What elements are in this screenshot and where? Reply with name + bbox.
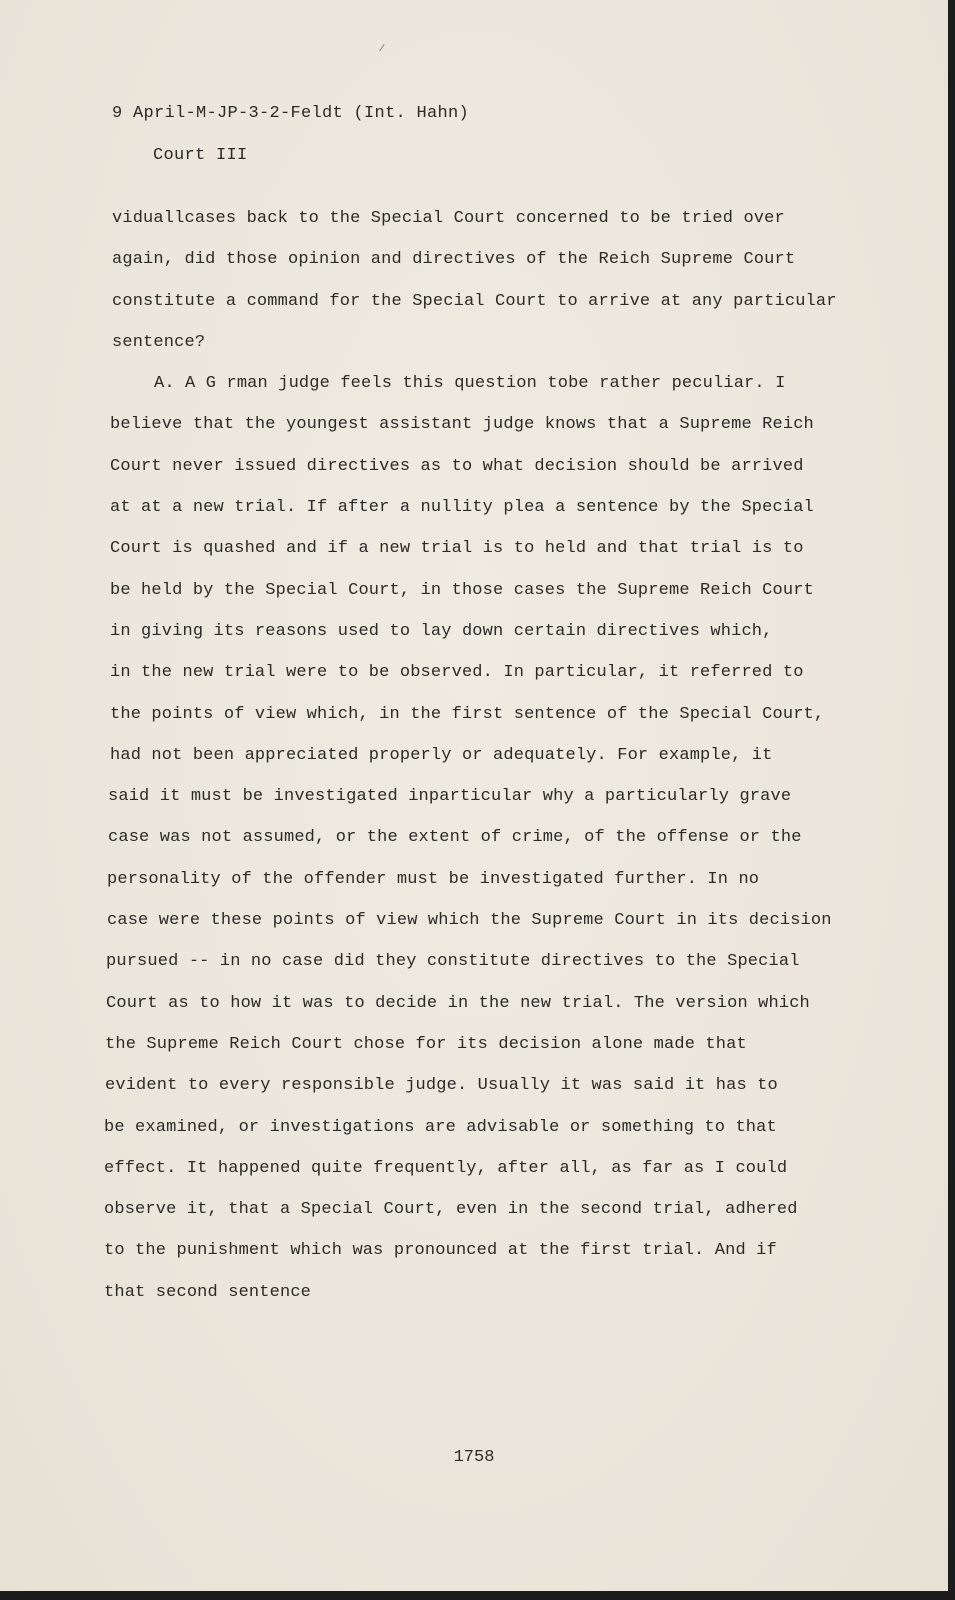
text-line: that second sentence bbox=[104, 1282, 312, 1302]
text-line: Court never issued directives as to what decision should be arrived bbox=[110, 456, 804, 476]
text-line: the points of view which, in the first sentence of the Special Court, bbox=[110, 704, 825, 724]
text-line: to the punishment which was pronounced at the first trial. And if bbox=[104, 1241, 777, 1261]
court-label: Court III bbox=[153, 146, 248, 165]
text-line: be examined, or investigations are advisable or something to that bbox=[104, 1117, 777, 1137]
text-line: said it must be investigated inparticular why a particularly grave bbox=[108, 787, 792, 807]
text-line: constitute a command for the Special Court to arrive at any particular bbox=[112, 291, 837, 311]
text-line: effect. It happened quite frequently, after all, as far as I could bbox=[104, 1158, 788, 1178]
text-line: sentence? bbox=[112, 332, 206, 352]
text-line: at at a new trial. If after a nullity plea a sentence by the Special bbox=[110, 498, 814, 518]
text-line: in the new trial were to be observed. In particular, it referred to bbox=[110, 663, 804, 683]
text-line: case were these points of view which the Supreme Court in its decision bbox=[107, 911, 832, 931]
text-line: A. A G rman judge feels this question tobe rather peculiar. I bbox=[154, 374, 786, 394]
page-number: 1758 bbox=[453, 1448, 495, 1467]
text-line: Court as to how it was to decide in the new trial. The version which bbox=[106, 993, 810, 1013]
stray-pen-mark bbox=[379, 44, 384, 51]
text-line: evident to every responsible judge. Usually it was said it has to bbox=[105, 1076, 778, 1096]
text-line: had not been appreciated properly or adequately. For example, it bbox=[110, 745, 773, 765]
text-line: in giving its reasons used to lay down certain directives which, bbox=[110, 621, 773, 641]
text-line: again, did those opinion and directives of the Reich Supreme Court bbox=[112, 250, 796, 270]
document-reference: 9 April-M-JP-3-2-Feldt (Int. Hahn) bbox=[112, 104, 470, 123]
text-line: case was not assumed, or the extent of crime, of the offense or the bbox=[108, 828, 802, 848]
text-line: pursued -- in no case did they constitute directives to the Special bbox=[106, 952, 800, 972]
text-line: Court is quashed and if a new trial is to held and that trial is to bbox=[110, 539, 804, 559]
text-line: be held by the Special Court, in those cases the Supreme Reich Court bbox=[110, 580, 814, 600]
text-line: observe it, that a Special Court, even in the second trial, adhered bbox=[104, 1200, 798, 1220]
text-line: personality of the offender must be investigated further. In no bbox=[107, 869, 760, 889]
text-line: believe that the youngest assistant judge knows that a Supreme Reich bbox=[110, 415, 814, 435]
text-line: viduallcases back to the Special Court concerned to be tried over bbox=[112, 209, 785, 228]
text-line: the Supreme Reich Court chose for its decision alone made that bbox=[105, 1034, 747, 1054]
transcript-body bbox=[104, 208, 844, 1323]
